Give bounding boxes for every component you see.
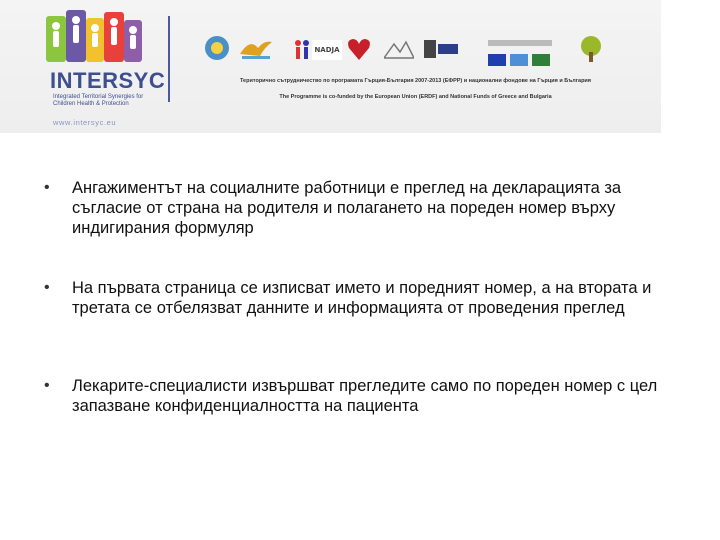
- bullet-text: Лекарите-специалисти извършват прегледите само по пореден номер с цел запазване конфиденциалността на пациента: [72, 377, 658, 415]
- svg-text:NADJA: NADJA: [314, 46, 340, 54]
- bullet-text: На първата страница се изписват името и поредният номер, а на втората и третата се отбелязват данните и информацията от проведения преглед: [72, 279, 652, 317]
- eu-flag-logo-icon: [488, 40, 552, 68]
- program-line-bg: Територично сътрудничество по програмата Гърция-България 2007-2013 (ЕФРР) и национални фондове на Гърция и България: [239, 78, 592, 84]
- bullet-icon: •: [44, 377, 50, 394]
- bullet-text: Ангажиментът на социалните работници е преглед на декларацията за съгласие от страна на родителя и полагането на пореден номер върху индигирания формуляр: [72, 179, 622, 237]
- sun-logo-icon: [203, 34, 231, 62]
- bird-logo-icon: [238, 34, 274, 62]
- program-line-en: The Programme is co-funded by the European Union (ERDF) and National Funds of Greece and Bulgaria: [279, 94, 552, 100]
- institution-logo-icon: [424, 38, 458, 62]
- brand-name: INTERSYC: [50, 68, 166, 93]
- mountains-logo-icon: [384, 38, 414, 60]
- tree-logo-icon: [566, 34, 616, 64]
- bullet-icon: •: [44, 179, 50, 196]
- header-divider: [168, 16, 170, 102]
- children-figures-icon: [46, 10, 144, 66]
- heart-logo-icon: [346, 36, 372, 64]
- brand-url: www.intersyc.eu: [53, 118, 117, 127]
- header-banner: [0, 0, 661, 133]
- nadja-logo-icon: [312, 40, 342, 60]
- brand-tagline: Integrated Territorial Synergies for Children Health & Protection: [53, 94, 144, 107]
- family-logo-icon: [292, 38, 312, 62]
- bullet-icon: •: [44, 279, 50, 296]
- intersyc-logo: [40, 10, 166, 127]
